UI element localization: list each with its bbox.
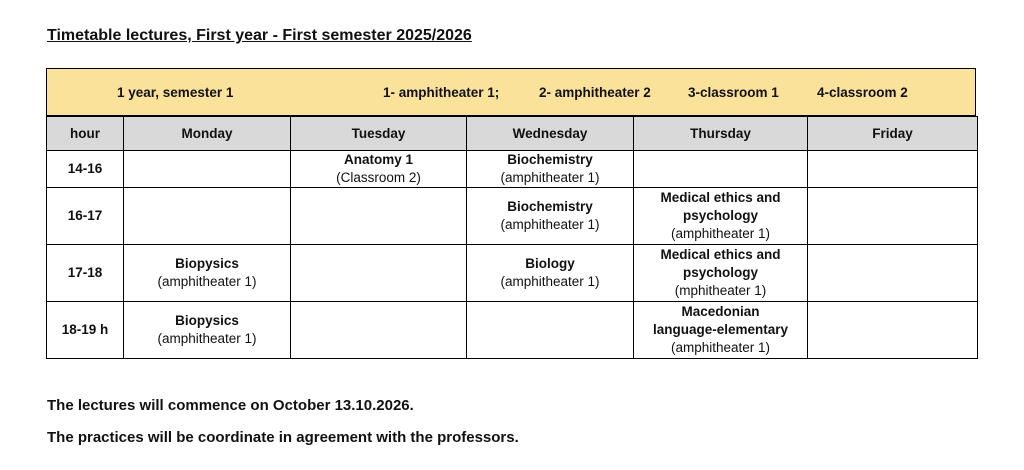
cell-monday (124, 151, 291, 188)
cell-wednesday (467, 302, 634, 359)
table-row (47, 151, 978, 188)
header-wednesday: Wednesday (467, 117, 634, 151)
header-monday: Monday (124, 117, 291, 151)
lecture-room: (amphitheater 1) (500, 217, 600, 232)
practices-note: The practices will be coordinate in agreement with the professors. (47, 429, 519, 446)
cell-wednesday (467, 151, 634, 188)
lecture-subject: Biochemistry (507, 152, 593, 167)
page-title: Timetable lectures, First year - First semester 2025/2026 (47, 27, 472, 44)
banner-room-3: 3-classroom 1 (688, 85, 779, 100)
banner-room-4: 4-classroom 2 (817, 85, 908, 100)
cell-monday (124, 188, 291, 245)
lecture-subject: Biology (525, 256, 575, 271)
cell-wednesday (467, 188, 634, 245)
cell-thursday (634, 151, 808, 188)
lecture-subject: Biopysics (175, 313, 239, 328)
header-tuesday: Tuesday (291, 117, 467, 151)
lecture-room: (amphitheater 1) (157, 331, 257, 346)
room-legend-banner (46, 68, 976, 116)
lecture-room: (amphitheater 1) (670, 226, 771, 241)
lecture-room: (Classroom 2) (336, 170, 421, 185)
header-row (47, 117, 978, 151)
cell-tuesday (291, 151, 467, 188)
hour-cell: 17-18 (47, 245, 124, 302)
cell-thursday (634, 245, 808, 302)
timetable (46, 116, 978, 359)
banner-group-label: 1 year, semester 1 (117, 85, 234, 100)
lecture-room: (amphitheater 1) (500, 170, 600, 185)
header-thursday: Thursday (634, 117, 808, 151)
lecture-room: (amphitheater 1) (500, 274, 600, 289)
lecture-room: (amphitheater 1) (670, 340, 771, 355)
table-row (47, 302, 978, 359)
cell-thursday (634, 188, 808, 245)
cell-tuesday (291, 188, 467, 245)
header-friday: Friday (808, 117, 978, 151)
cell-friday (808, 151, 978, 188)
cell-monday (124, 302, 291, 359)
commencement-note: The lectures will commence on October 13.10.2026. (47, 397, 414, 414)
cell-friday (808, 245, 978, 302)
cell-friday (808, 302, 978, 359)
lecture-subject: Biopysics (175, 256, 239, 271)
header-hour: hour (47, 117, 124, 151)
cell-monday (124, 245, 291, 302)
hour-cell: 14-16 (47, 151, 124, 188)
cell-friday (808, 188, 978, 245)
lecture-subject: Macedonian language-elementary (652, 304, 789, 337)
lecture-room: (amphitheater 1) (157, 274, 257, 289)
cell-wednesday (467, 245, 634, 302)
hour-cell: 18-19 h (47, 302, 124, 359)
cell-thursday (634, 302, 808, 359)
lecture-subject: Medical ethics and psychology (660, 190, 781, 223)
table-row (47, 188, 978, 245)
lecture-subject: Anatomy 1 (343, 152, 414, 167)
cell-tuesday (291, 302, 467, 359)
hour-cell: 16-17 (47, 188, 124, 245)
table-row (47, 245, 978, 302)
lecture-subject: Biochemistry (507, 199, 593, 214)
cell-tuesday (291, 245, 467, 302)
lecture-subject: Medical ethics and psychology (660, 247, 781, 280)
lecture-room: (mphitheater 1) (674, 283, 767, 298)
banner-room-1: 1- amphitheater 1; (383, 85, 500, 100)
banner-room-2: 2- amphitheater 2 (539, 85, 651, 100)
